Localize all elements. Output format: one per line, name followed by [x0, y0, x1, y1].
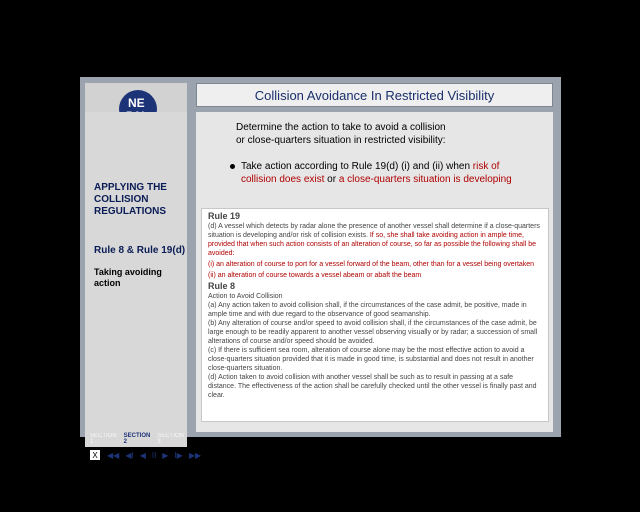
bullet-red-1: risk of collision does exist — [241, 161, 500, 185]
first-button[interactable]: ◀◀ — [107, 450, 120, 460]
play-button[interactable]: ▶ — [162, 450, 169, 460]
playback-controls — [89, 449, 201, 461]
sidebar-rule-label: Rule 8 & Rule 19(d) — [94, 245, 186, 256]
sidebar-heading: APPLYING THE COLLISION REGULATIONS — [94, 182, 167, 217]
app-frame — [80, 77, 561, 460]
next-button[interactable]: I▶ — [174, 450, 183, 460]
rule-8-item-d: (d) Action taken to avoid collision with another vessel shall be such as to result in passing at a safe distance. The effectiveness of the action shall be carefully checked until the other vessel is finally past and clear. — [208, 374, 537, 399]
section-nav — [90, 433, 187, 445]
main-panel — [196, 112, 553, 432]
rule-19-body — [208, 222, 542, 258]
rule-19-item-i: (i) an alteration of course to port for a vessel forward of the beam, other than for a vessel being overtaken — [208, 261, 535, 268]
bullet-black-2: or — [324, 174, 339, 185]
rule-19-intro: (d) A vessel which detects by radar alone the presence of another vessel shall determine if a close-quarters situation is developing and/or risk of collision exists. — [208, 223, 540, 239]
prev-button[interactable]: ◀I — [125, 450, 134, 460]
bullet-red-2: a close-quarters situation is developing — [338, 174, 512, 185]
pause-button[interactable]: II — [151, 450, 157, 460]
last-button[interactable]: ▶▶ — [188, 450, 202, 460]
close-button[interactable]: X — [89, 449, 101, 461]
bullet-item — [230, 160, 530, 186]
back-button[interactable]: ◀ — [139, 450, 146, 460]
bullet-text — [241, 160, 530, 186]
page-title: Collision Avoidance In Restricted Visibility — [254, 87, 495, 103]
rule-19-item-ii: (ii) an alteration of course towards a vessel abeam or abaft the beam — [208, 272, 422, 279]
rules-text-box[interactable] — [201, 208, 549, 422]
section-1-tab[interactable]: SECTION 1 — [90, 433, 117, 445]
rule-8-item-a: (a) Any action taken to avoid collision shall, if the circumstances of the case admit, be positive, made in ample time and with due regard to the observance of good seamanship. — [208, 302, 527, 318]
sidebar — [85, 112, 202, 460]
title-bar — [196, 83, 553, 107]
bullet-black-1: Take action according to Rule 19(d) (i) and (ii) when — [241, 161, 473, 172]
bullet-dot — [230, 164, 235, 169]
rule-8-item-c: (c) If there is sufficient sea room, alteration of course alone may be the most effective action to avoid a close-quarters situation provided that it is made in good time, is substantial and does not result in another close-quarters situation. — [208, 347, 534, 372]
section-2-tab[interactable]: SECTION 2 — [123, 433, 151, 445]
rule-19-title: Rule 19 — [208, 211, 241, 221]
rule-8-item-b: (b) Any alteration of course and/or speed to avoid collision shall, if the circumstances of the case admit, be large enough to be readily apparent to another vessel observing visually or by radar; a succession of small alterations of course and/or speed should be avoided. — [208, 320, 538, 345]
rule-19-red: If so, she shall take avoiding action in ample time, provided that when such action consists of an alteration of course, so far as possible the following shall be avoided: — [208, 232, 537, 257]
logo-top-text: NE — [128, 96, 145, 110]
instruction-text: Determine the action to take to avoid a collision or close-quarters situation in restricted visibility: — [236, 122, 446, 146]
sidebar-sub-label: Taking avoiding action — [94, 267, 162, 288]
rule-8-title: Rule 8 — [208, 281, 236, 291]
section-3-tab[interactable]: SECTION 3 — [157, 433, 185, 445]
rule-8-subtitle: Action to Avoid Collision — [208, 293, 283, 300]
